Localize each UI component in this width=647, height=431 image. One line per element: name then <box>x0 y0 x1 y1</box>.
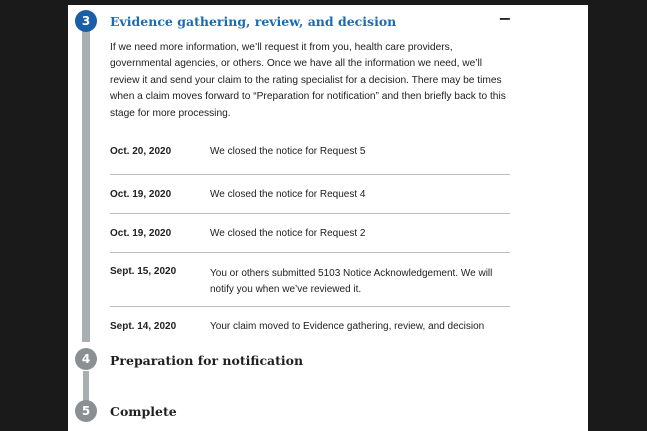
progress-rail-connector <box>83 371 89 403</box>
event-row <box>110 307 510 345</box>
step-5-title[interactable]: Complete <box>110 404 177 419</box>
event-row <box>110 214 510 253</box>
event-list <box>110 137 510 345</box>
step-3-description: If we need more information, we’ll request it from you, health care providers, governmental agencies, or others. Once we have all the information we need, we’ll review it and send your claim to the rating specialist for a decision. There may be times when a claim moves forward to “Preparation for notification” and then briefly back to this stage for more processing. <box>110 42 506 119</box>
event-row <box>110 175 510 214</box>
event-date: Oct. 20, 2020 <box>110 146 172 157</box>
claim-status-panel <box>68 5 588 431</box>
event-row <box>110 253 510 307</box>
step-3-title[interactable]: Evidence gathering, review, and decision <box>110 14 397 29</box>
event-text: Your claim moved to Evidence gathering, review, and decision <box>210 321 485 332</box>
progress-rail-active <box>82 27 90 342</box>
collapse-step-button[interactable]: − <box>498 9 512 28</box>
event-date: Sept. 14, 2020 <box>110 321 177 332</box>
event-date: Oct. 19, 2020 <box>110 228 172 239</box>
step-4-title[interactable]: Preparation for notification <box>110 353 304 368</box>
event-text: We closed the notice for Request 5 <box>210 146 366 157</box>
event-date: Sept. 15, 2020 <box>110 266 177 277</box>
event-text: We closed the notice for Request 2 <box>210 228 366 239</box>
step-5-number-badge: 5 <box>75 400 97 422</box>
event-row <box>110 137 510 175</box>
event-date: Oct. 19, 2020 <box>110 189 172 200</box>
step-4-number-badge: 4 <box>75 348 97 370</box>
event-text: We closed the notice for Request 4 <box>210 189 366 200</box>
step-3-number-badge: 3 <box>75 10 97 32</box>
event-text: You or others submitted 5103 Notice Acknowledgement. We will notify you when we’ve reviewed it. <box>210 268 493 296</box>
